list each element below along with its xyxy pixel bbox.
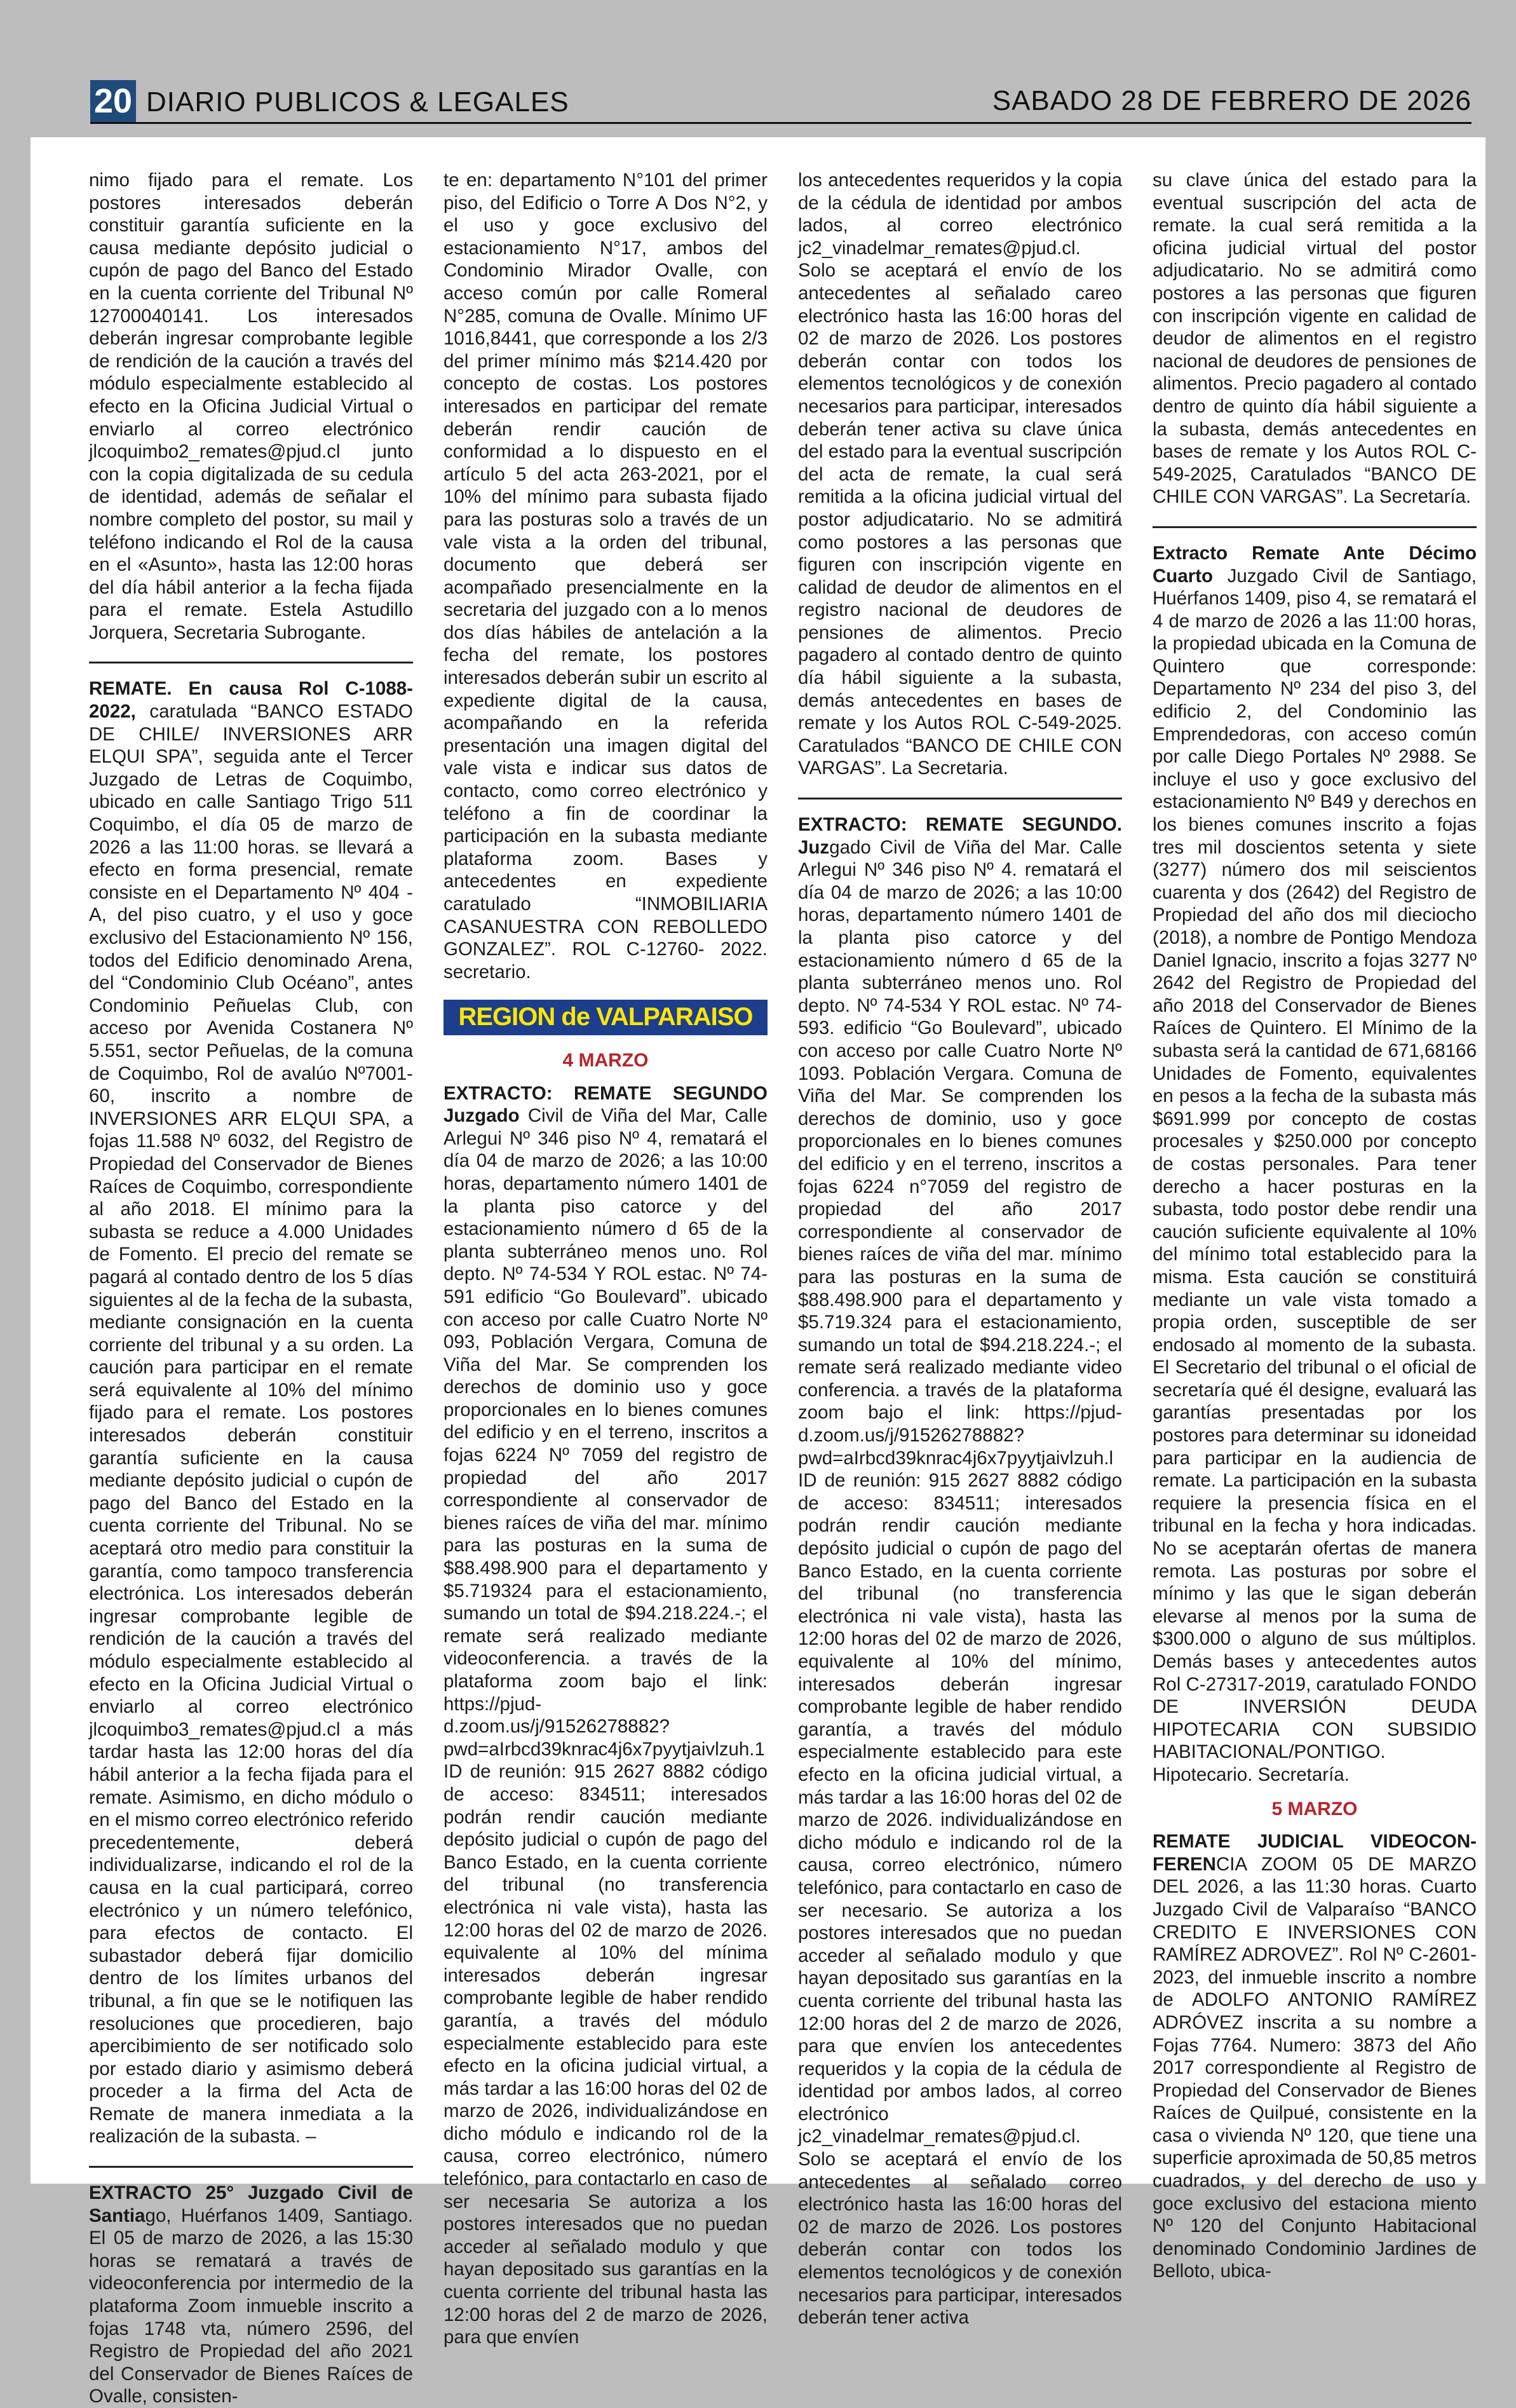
column-1 xyxy=(89,169,413,2407)
notice-body: caratulada “BANCO ESTADO DE CHILE/ INVERSIONES ARR ELQUI SPA”, seguida ante el Tercer Juzgado de Letras de Coquimbo, ubicado en calle Santiago Trigo 511 Coquimbo, el día 05 de marzo de 2026 a las 11:00 horas. se llevará a efecto en forma presencial, remate consiste en el Departamento Nº 404 - A, del piso cuatro, y el uso y goce exclusivo del Estacionamiento Nº 156, todos del Edificio denominado Arena, del “Condominio Club Océano”, antes Condominio Peñuelas Club, con acceso por Avenida Costanera Nº 5.551, sector Peñuelas, de la comuna de Coquimbo, Rol de avalúo Nº7001-60, inscrito a nombre de INVERSIONES ARR ELQUI SPA, a fojas 11.588 Nº 6032, del Registro de Propiedad del Conservador de Bienes Raíces de Coquimbo, correspondiente al año 2018. El mínimo para la subasta se reduce a 4.000 Unidades de Fomento. El precio del remate se pagará al contado dentro de los 5 días siguientes al de la fecha de la subasta, mediante consignación en la cuenta corriente del tribunal y a su orden. La caución para participar en el remate será equivalente al 10% del mínimo fijado para el remate. Los postores interesados deberán constituir garantía suficiente en la causa mediante depósito judicial o cupón de pago del Banco del Estado en la cuenta corriente del Tribunal. No se aceptará otro medio para constituir la garantía, como tampoco transferencia electrónica. Los interesados deberán ingresar comprobante legible de rendición de la caución a través del módulo especialmente establecido al efecto en la Oficina Judicial Virtual o enviarlo al correo electrónico jlcoquimbo3_remates@pjud.cl a más tardar hasta las 12:00 horas del día hábil anterior a la fecha fijada para el remate. Asimismo, en dicho módulo o en el mismo correo electrónico referido precedentemente, deberá individualizarse, indicando el rol de la causa en la cual participará, correo electrónico y un número telefónico, para efectos de contacto. El subastador deberá fijar domicilio dentro de los límites urbanos del tribunal, a fin que se le notifiquen las resoluciones que procedieren, bajo apercibimiento de ser notificado solo por estado diario y asimismo deberá proceder a la firma del Acta de Remate de manera inmediata a la realización de la subasta. – xyxy=(89,701,413,2147)
issue-date: SABADO 28 DE FEBRERO DE 2026 xyxy=(992,85,1472,116)
notice-body: nimo fijado para el remate. Los postores interesados deberán constituir garantía suficiente en la causa mediante depósito judicial o cupón de pago del Banco del Estado en la cuenta corriente del Tribunal Nº 12700040141. Los interesados deberán ingresar comprobante legible de rendición de la caución a través del módulo especialmente establecido al efecto en la Oficina Judicial Virtual o enviarlo al correo electrónico jlcoquimbo2_remates@pjud.cl junto con la copia digitalizada de su cedula de identidad, además de señalar el nombre completo del postor, su mail y teléfono indicando el Rol de la causa en el «Asunto», hasta las 12:00 horas del día hábil anterior a la fecha fijada para el remate. Estela Astudillo Jorquera, Secretaria Subrogante. xyxy=(89,170,413,643)
divider xyxy=(1153,526,1477,528)
page-header xyxy=(90,80,1472,124)
notice-body: los antecedentes requeridos y la copia de la cédula de identidad por ambos lados, al correo electrónico jc2_vinadelmar_remates@pjud.cl. Solo se aceptará el envío de los antecedentes al señalado careo electrónico hasta las 16:00 horas del 02 de marzo de 2026. Los postores deberán contar con todos los elementos tecnológicos y de conexión necesarios para participar, interesados deberán tener activa su clave única del estado para la eventual suscripción del acta de remate, la cual será remitida a la oficina judicial virtual del postor adjudicatario. No se admitirá como postores a las personas que figuren con inscripción vigente en calidad de deudor de alimentos en el registro nacional de deudores de pensiones de alimentos. Precio pagadero al contado dentro de quinto día hábil siguiente a la subasta, demás antecedentes en bases de remate y los Autos ROL C-549-2025. Caratulados “BANCO DE CHILE CON VARGAS”. La Secretaria. xyxy=(798,170,1123,779)
notice-paragraph xyxy=(443,1082,768,2349)
notice-body: Civil de Viña del Mar, Calle Arlegui Nº 346 piso Nº 4, rematará el día 04 de marzo de 2026; a las 10:00 horas, departamento número 1401 de la planta piso catorce y del estacionamiento número d 65 de la planta subterráneo menos uno. Rol depto. Nº 74-534 Y ROL estac. Nº 74-591 edificio “Go Boulevard”. ubicado con acceso por calle Cuatro Norte Nº 093, Población Vergara, Comuna de Viña del Mar. Se comprenden los derechos de dominio uso y goce proporcionales en lo bienes comunes del edificio y en el terreno, inscritos a fojas 6224 Nº 7059 del registro de propiedad del año 2017 correspondiente al conservador de bienes raíces de viña del mar. mínimo para las posturas en la suma de $88.498.900 para el departamento y $5.719324 para el estacionamiento, sumando un total de $94.218.224.-; el remate será realizado mediante videoconferencia. a través de la plataforma zoom bajo el link: https://pjud-d.zoom.us/j/91526278882?pwd=aIrbcd39knrac4j6x7pyytjaivlzuh.1 ID de reunión: 915 2627 8882 código de acceso: 834511; interesados podrán rendir caución mediante depósito judicial o cupón de pago del Banco Estado, en la cuenta corriente del tribunal (no transferencia electrónica ni vale vista), hasta las 12:00 horas del 02 de marzo de 2026. equivalente al 10% del mínima interesados deberán ingresar comprobante legible de haber rendido garantía, a través del módulo especialmente establecido para este efecto en la oficina judicial virtual, a más tardar a las 16:00 horas del 02 de marzo de 2026, individualizándose en dicho módulo e indicando rol de la causa, correo electrónico, número telefónico, para contactarlo en caso de ser necesaria Se autoriza a los postores interesados que no puedan acceder al señalado modulo y que hayan depositado sus garantías en la cuenta corriente del tribunal hasta las 12:00 horas del 2 de marzo de 2026, para que envíen xyxy=(443,1105,768,2348)
notice-body: su clave única del estado para la eventual suscripción del acta de remate. la cual será remitida a la oficina judicial virtual del postor adjudicatario. No se admitirá como postores a las personas que figuren con inscripción vigente en calidad de deudor de alimentos en el registro nacional de deudores de pensiones de alimentos. Precio pagadero al contado dentro de quinto día hábil siguiente a la subasta, demás antecedentes en bases de remate y los Autos ROL C-549-2025, Caratulados “BANCO DE CHILE CON VARGAS”. La Secretaría. xyxy=(1153,170,1477,508)
notice-paragraph xyxy=(798,813,1122,2329)
notice-paragraph xyxy=(1153,542,1477,1786)
notice-paragraph xyxy=(1153,169,1477,508)
column-3 xyxy=(798,169,1123,2329)
notice-heading: EXTRACTO: REMATE SEGUNDO Juzgado xyxy=(443,1082,768,1127)
newspaper-name: DIARIO PUBLICOS & LEGALES xyxy=(146,86,569,118)
notice-paragraph xyxy=(89,169,413,644)
notice-body: CIA ZOOM 05 DE MARZO DEL 2026, a las 11:30 horas. Cuarto Juzgado Civil de Valparaíso “BANCO CREDITO E INVERSIONES CON RAMÍREZ ADROVEZ”. Rol Nº C-2601-2023, del inmueble inscrito a nombre de ADOLFO ANTONIO RAMÍREZ ADRÓVEZ inscrita a su nombre a Fojas 7764. Numero: 3873 del Año 2017 correspondiente al Registro de Propiedad del Conservador de Bienes Raíces de Quilpué, consistente en la casa o vivienda Nº 120, que tiene una superficie aproximada de 50,85 metros cuadrados, y del derecho de uso y goce exclusivo del estaciona miento Nº 120 del Conjunto Habitacional denominado Condominio Jardines de Belloto, ubica- xyxy=(1153,1853,1477,2282)
notice-heading: Extracto Remate Ante Décimo Cuarto xyxy=(1153,542,1477,587)
notice-paragraph xyxy=(1153,1830,1477,2283)
column-2 xyxy=(443,169,768,2348)
notice-heading: REMATE JUDICIAL VIDEOCON-FEREN xyxy=(1153,1831,1477,1875)
page-number: 20 xyxy=(90,80,136,122)
region-banner: REGION de VALPARAISO xyxy=(443,1000,768,1035)
notice-paragraph xyxy=(443,169,768,983)
notice-body: go, Huérfanos 1409, Santiago. El 05 de marzo de 2026, a las 15:30 horas se rematará a través de videoconferencia por intermedio de la plataforma Zoom inmueble inscrito a fojas 1748 vta, número 2596, del Registro de Propiedad del año 2021 del Conservador de Bienes Raíces de Ovalle, consisten- xyxy=(89,2205,413,2407)
notice-paragraph xyxy=(89,2182,413,2408)
divider xyxy=(798,798,1122,799)
divider xyxy=(89,2166,413,2168)
newspaper-page xyxy=(30,137,1486,2407)
notice-body: gado Civil de Viña del Mar. Calle Arlegui Nº 346 piso Nº 4. rematará el día 04 de marzo de 2026; a las 10:00 horas, departamento número 1401 de la planta piso catorce y del estacionamiento número d 65 de la planta subterráneo menos uno. Rol depto. Nº 74-534 Y ROL estac. Nº 74-593. edificio “Go Boulevard”, ubicado con acceso por calle Cuatro Norte Nº 1093. Población Vergara. Comuna de Viña del Mar. Se comprenden los derechos de dominio, uso y goce proporcionales en lo bienes comunes del edificio y en el terreno, inscritos a fojas 6224 n°7059 del registro de propiedad del año 2017 correspondiente al conservador de bienes raíces de viña del mar. mínimo para las posturas en la suma de $88.498.900 para el departamento y $5.719.324 para el estacionamiento, sumando un total de $94.218.224.-; el remate será realizado mediante video conferencia. a través de la plataforma zoom bajo el link: https://pjud-d.zoom.us/j/91526278882?pwd=aIrbcd39knrac4j6x7pyytjaivlzuh.l ID de reunión: 915 2627 8882 código de acceso: 834511; interesados podrán rendir caución mediante depósito judicial o cupón de pago del Banco Estado, en la cuenta corriente del tribunal (no transferencia electrónica ni vale vista), hasta las 12:00 horas del 02 de marzo de 2026, equivalente al 10% del mínimo, interesados deberán ingresar comprobante legible de haber rendido garantía, a través del módulo especialmente establecido para este efecto en la oficina judicial virtual, a más tardar a las 16:00 horas del 02 de marzo de 2026. individualizándose en dicho módulo e indicando rol de la causa, correo electrónico, número telefónico, para contactarlo en caso de ser necesario. Se autoriza a los postores interesados que no puedan acceder al señalado modulo y que hayan depositado sus garantías en la cuenta corriente del tribunal hasta las 12:00 horas del 2 de marzo de 2026, para que envíen los antecedentes requeridos y la copia de la cédula de identidad por ambos lados, al correo electrónico jc2_vinadelmar_remates@pjud.cl. Solo se aceptará el envío de los antecedentes al señalado correo electrónico hasta las 16:00 horas del 02 de marzo de 2026. Los postores deberán contar con todos los elementos tecnológicos y de conexión necesarios para participar, interesados deberán tener activa xyxy=(798,836,1122,2329)
notice-paragraph xyxy=(798,169,1122,780)
notice-body: te en: departamento N°101 del primer piso, del Edificio o Torre A Dos N°2, y el uso y goce exclusivo del estacionamiento N°17, ambos del Condominio Mirador Ovalle, con acceso común por calle Romeral N°285, comuna de Ovalle. Mínimo UF 1016,8441, que corresponde a los 2/3 del primer mínimo más $214.420 por concepto de costas. Los postores interesados en participar del remate deberán rendir caución de conformidad a lo dispuesto en el artículo 5 del acta 263-2021, por el 10% del mínimo para subasta fijado para las posturas solo a través de un vale vista a la orden del tribunal, documento que deberá ser acompañado presencialmente en la secretaria del juzgado con a lo menos dos días hábiles de antelación a la fecha del remate, los postores interesados deberán subir un escrito al expediente digital de la causa, acompañando en la referida presentación una imagen digital del vale vista e indicar sus datos de contacto, como correo electrónico y teléfono a fin de coordinar la participación en la subasta mediante plataforma zoom. Bases y antecedentes en expediente caratulado “INMOBILIARIA CASANUESTRA CON REBOLLEDO GONZALEZ”. ROL C-12760- 2022. secretario. xyxy=(443,170,768,983)
column-4 xyxy=(1153,169,1477,2282)
notice-heading: EXTRACTO: REMATE SEGUNDO. Juz xyxy=(798,814,1122,858)
section-date: 4 MARZO xyxy=(562,1049,649,1071)
divider xyxy=(89,662,413,663)
notice-paragraph xyxy=(89,677,413,2148)
notice-body: Juzgado Civil de Santiago, Huérfanos 1409, piso 4, se rematará el 4 de marzo de 2026 a las 11:00 horas, la propiedad ubicada en la Comuna de Quintero que corresponde: Departamento Nº 234 del piso 3, del edificio 2, del Condominio las Emprendedoras, con acceso común por calle Diego Portales Nº 2988. Se incluye el uso y goce exclusivo del estacionamiento Nº B49 y derechos en los bienes comunes inscrito a fojas tres mil doscientos setenta y siete (3277) número dos mil seiscientos cuarenta y dos (2642) del Registro de Propiedad del año dos mil dieciocho (2018), a nombre de Pontigo Mendoza Daniel Ignacio, inscrito a fojas 3277 Nº 2642 del Registro de Propiedad del año 2018 del Conservador de Bienes Raíces de Quintero. El Mínimo de la subasta será la cantidad de 671,68166 Unidades de Fomento, equivalentes en pesos a la fecha de la subasta más $691.999 por concepto de costas procesales y $250.000 por concepto de costas personales. Para tener derecho a hacer posturas en la subasta, todo postor debe rendir una caución suficiente equivalente al 10% del mínimo total establecido para la misma. Esta caución se constituirá mediante un vale vista tomado a propia orden, susceptible de ser endosado al momento de la subasta. El Secretario del tribunal o el oficial de secretaría qué él designe, evaluará las garantías presentadas por los postores para determinar su idoneidad para participar en la audiencia de remate. La participación en la subasta requiere la presencia física en el tribunal en la fecha y hora indicadas. No se aceptarán ofertas de manera remota. Las posturas por sobre el mínimo y las que le sigan deberán elevarse al menos por la suma de $300.000 o alguno de sus múltiplos. Demás bases y antecedentes autos Rol C-27317-2019, caratulado FONDO DE INVERSIÓN DEUDA HIPOTECARIA CON SUBSIDIO HABITACIONAL/PONTIGO. Hipotecario. Secretaría. xyxy=(1153,565,1477,1785)
notice-heading: EXTRACTO 25° Juzgado Civil de Santia xyxy=(89,2182,413,2226)
notice-heading: REMATE. En causa Rol C-1088-2022, xyxy=(89,678,413,723)
section-date: 5 MARZO xyxy=(1271,1798,1358,1820)
